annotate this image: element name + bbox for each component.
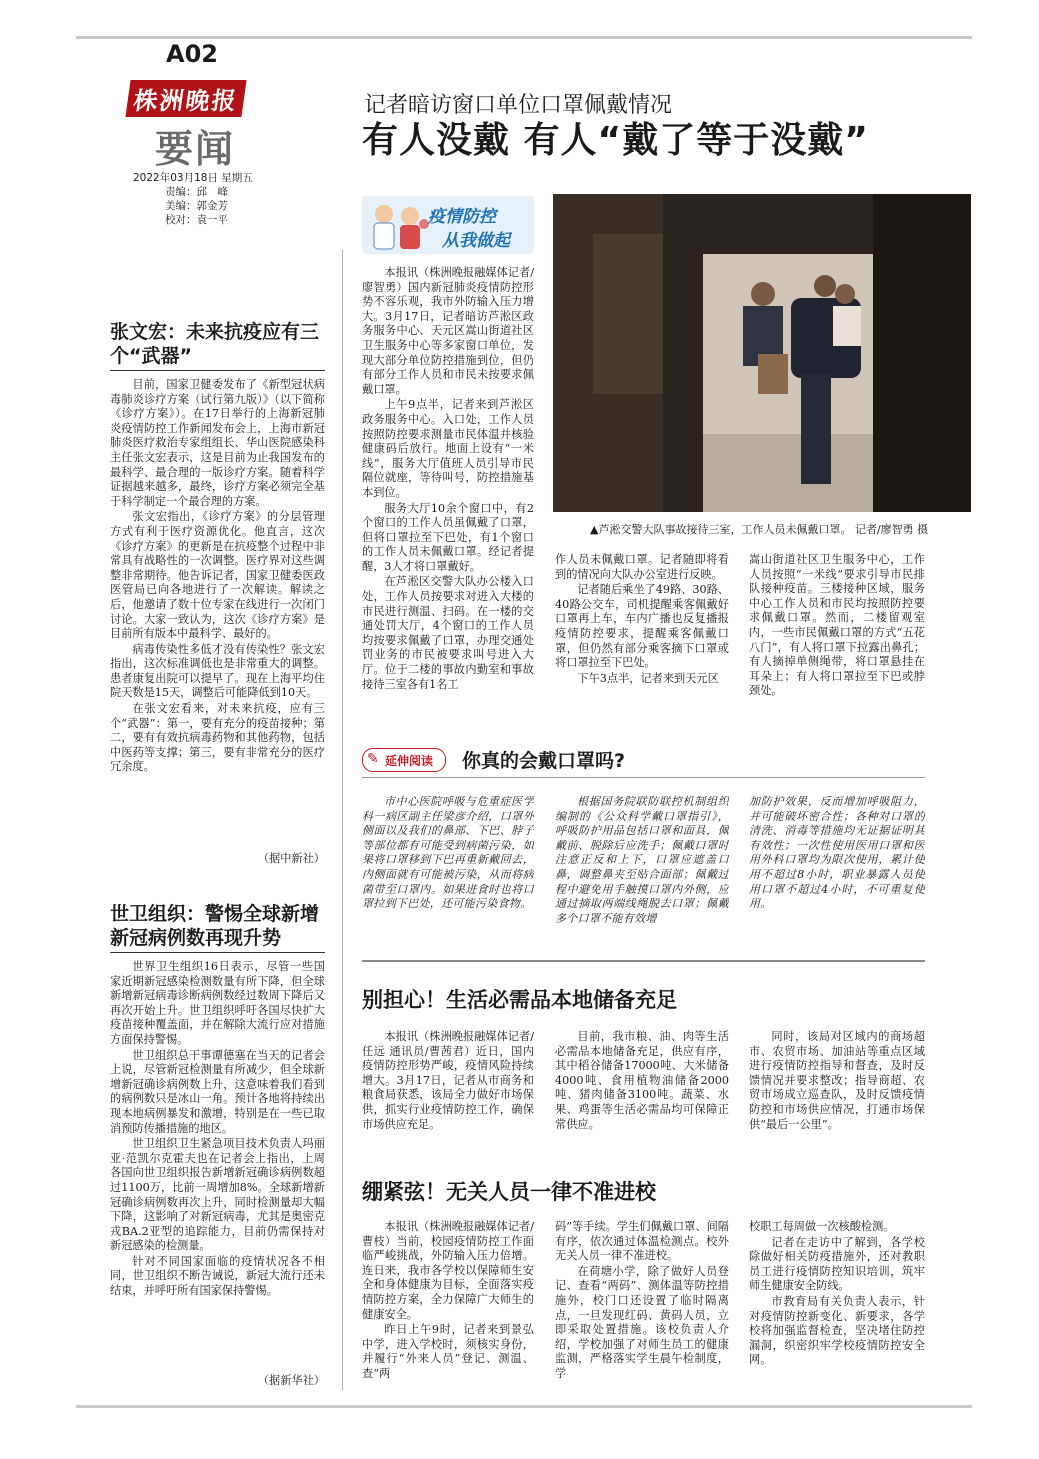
side1-paragraph: 目前，国家卫健委发布了《新型冠状病毒肺炎诊疗方案（试行第九版）》（以下简称《诊疗方案》）。在17日举行的上海新冠肺炎疫情防控工作新闻发布会上，上海市新冠肺炎医疗救治专家组组长、华山医院感染科主任张文宏表示，这是目前为止我国发布的最科学、最合理的一版诊疗方案。随着科学证据越来越多，最终，诊疗方案必须完全基于科学制定一个最合理的方案。 [110, 378, 325, 508]
story3-title: 绷紧弦！无关人员一律不准进校 [362, 1180, 656, 1204]
extended-tag-label: 延伸阅读 [385, 754, 434, 768]
story3-paragraph: 本报讯（株洲晚报融媒体记者/曹枝）当前，校园疫情防控工作面临严峻挑战，外防输入压力倍增。连日来，我市各学校以保障师生安全和身体健康为目标，全面落实疫情防控方案，全力保障广大师生的健康安全。 [362, 1220, 534, 1321]
main-paragraph: 作人员未佩戴口罩。记者随即将看到的情况向大队办公室进行反映。 [555, 553, 729, 581]
page-number: A02 [166, 40, 218, 68]
side2-body [110, 960, 325, 1382]
story3-paragraph: 市教育局有关负责人表示，针对疫情防控新变化、新要求，各学校将加强监督检查，坚决堵住防控漏洞，织密织牢学校疫情防控安全网。 [749, 1294, 925, 1367]
main-paragraph: 记者随后乘坐了49路、30路、40路公交车，司机提醒乘客佩戴好口罩再上车，车内广播也反复播报疫情防控要求，提醒乘客佩戴口罩，但仍然有部分乘客摘下口罩或将口罩拉至下巴处。 [555, 583, 729, 670]
side1-paragraph: 张文宏指出，《诊疗方案》的分层管理方式有利于医疗资源优化。他直言，这次《诊疗方案》的更新是在抗疫整个过程中非常具有战略性的一次调整。医疗界对这些调整非常期待。他告诉记者，国家卫健委医政医管局已向各地进行了一次解读。解读之后，他邀请了数十位专家在线进行一次闭门讨论。大家一致认为，这次《诊疗方案》是目前所有版本中最科学、最好的。 [110, 510, 325, 641]
extended-col3 [749, 795, 925, 945]
extended-col1 [362, 795, 534, 945]
story2-col1 [362, 1030, 534, 1145]
side2-paragraph: 世界卫生组织16日表示，尽管一些国家近期新冠感染检测数量有所下降，但全球新增新冠病毒诊断病例数经过数周下降后又再次开始上升。世卫组织呼吁各国尽快扩大疫苗接种覆盖面，并在解除大流行应对措施方面保持警惕。 [110, 960, 325, 1046]
main-paragraph: 本报讯（株洲晚报融媒体记者/廖智勇）国内新冠肺炎疫情防控形势不容乐观，我市外防输入压力增大。3月17日，记者暗访芦淞区政务服务中心、天元区嵩山街道社区卫生服务中心等多家窗口单位，发现大部分单位防控措施到位，但仍有部分工作人员和市民未按要求佩戴口罩。 [362, 266, 534, 396]
divider-rule [362, 960, 925, 962]
photo-caption: ▲芦淞交警大队事故接待三室，工作人员未佩戴口罩。 记者/廖智勇 摄 [590, 523, 929, 536]
story2-title: 别担心！生活必需品本地储备充足 [362, 988, 677, 1012]
main-paragraph: 在芦淞区交警大队办公楼入口处，工作人员按要求对进入大楼的市民进行测温、扫码。在一楼的交通处罚大厅，4个窗口的工作人员均按要求佩戴了口罩，办理交通处罚业务的市民被要求叫号进入大厅。位于二楼的事故内勤室和事故接待三室各有1名工 [362, 575, 534, 691]
art-editor-credit: 美编：郭金芳 [165, 200, 228, 212]
side2-source: （据新华社） [110, 1372, 325, 1388]
side1-paragraph: 病毒传染性多低才没有传染性？张文宏指出，这次标准调低也是非常重大的调整。患者康复出院可以提早了。现在上海平均住院天数是15天，调整后可能降低到10天。 [110, 642, 325, 700]
extended-paragraph: 市中心医院呼吸与危重症医学科一病区副主任梁彦介绍，口罩外侧面以及我们的鼻部、下巴、脖子等部位都有可能受到病菌污染，如果将口罩移到下巴再重新戴回去，内侧面就有可能被污染，从而将病菌带至口罩内。如果进食时也将口罩拉到下巴处，还可能污染食物。 [362, 795, 534, 911]
story3-paragraph: 记者在走访中了解到，各学校除做好相关防疫措施外，还对教职员工进行疫情防控知识培训，筑牢师生健康安全防线。 [749, 1235, 925, 1293]
extended-paragraph: 加防护效果，反而增加呼吸阻力，并可能破坏密合性；各种对口罩的清洗、消毒等措施均无证据证明其有效性；一次性使用医用口罩和医用外科口罩均为限次使用，累计使用不超过8小时，职业暴露人员使用口罩不超过4小时，不可重复使用。 [749, 795, 925, 911]
main-story-col3 [749, 553, 925, 723]
banner-text-1: 疫情防控 [428, 207, 496, 227]
proofreader-credit: 校对：袁一平 [165, 214, 228, 226]
epidemic-banner [362, 196, 534, 254]
story3-col3 [749, 1220, 925, 1395]
side1-source: （据中新社） [257, 852, 325, 865]
story3-paragraph: 昨日上午9时，记者来到景弘中学，进入学校时，须核实身份，并履行“外来人员”登记、测温、查“两 [362, 1323, 534, 1380]
main-kicker: 记者暗访窗口单位口罩佩戴情况 [364, 93, 673, 118]
banner-text-2: 从我做起 [442, 231, 510, 251]
section-name: 要闻 [155, 126, 236, 171]
main-story-col1 [362, 266, 534, 720]
side1-paragraph: 在张文宏看来，对未来抗疫，应有三个“武器”：第一，要有充分的疫苗接种；第二，要有有效抗病毒药物和其他药物，包括中医药等支撑；第三，要有非常充分的医疗冗余度。 [110, 702, 325, 774]
story3-paragraph: 在荷塘小学，除了做好人员登记、查看“两码”、测体温等防控措施外，校门口还设置了临时隔离点，一旦发现红码、黄码人员，立即采取处置措施。该校负责人介绍，学校加强了对师生员工的健康监测，严格落实学生晨午检制度，学 [555, 1264, 729, 1380]
story2-col2 [555, 1030, 729, 1145]
pen-icon: ✎ [367, 751, 379, 767]
story3-paragraph: 码”等手续。学生们佩戴口罩、间隔有序，依次通过体温检测点。校外无关人员一律不准进校。 [555, 1220, 729, 1263]
extended-title: 你真的会戴口罩吗? [462, 750, 626, 772]
story2-paragraph: 同时，该局对区域内的商场超市、农贸市场、加油站等重点区域进行疫情防控指导和督查，及时反馈情况并要求整改；指导商超、农贸市场成立巡查队，及时反馈疫情防控和市场供应情况，打通市场保供“最后一公里”。 [749, 1030, 925, 1131]
side2-title: 世卫组织：警惕全球新增新冠病例数再现升势 [110, 903, 320, 949]
story3-col1 [362, 1220, 534, 1395]
masthead-logo: 株洲晚报 [125, 80, 246, 117]
news-photo [553, 194, 971, 512]
extended-rule [362, 777, 925, 778]
side1-body [110, 378, 325, 860]
story2-paragraph: 本报讯（株洲晚报融媒体记者/任远 通讯员/曹茜君）近日，国内疫情防控形势严峻，疫情风险持续增大。3月17日，记者从市商务和粮食局获悉，该局全力做好市场保供，抓实行业疫情防控工作，确保市场供应充足。 [362, 1030, 534, 1131]
main-paragraph: 嵩山街道社区卫生服务中心，工作人员按照“一米线”要求引导市民排队接种疫苗。三楼接种区域，服务中心工作人员和市民均按照防控要求佩戴口罩。然而，二楼留观室内，一些市民佩戴口罩的方式“五花八门”，有人将口罩下拉露出鼻孔；有人摘掉单侧绳带，将口罩悬挂在耳朵上；有人将口罩拉至下巴或脖颈处。 [749, 553, 925, 698]
extended-col2 [555, 795, 729, 945]
side1-title: 张文宏：未来抗疫应有三个“武器” [110, 321, 320, 367]
main-headline: 有人没戴 有人“戴了等于没戴” [362, 120, 869, 161]
story2-paragraph: 目前，我市粮、油、肉等生活必需品本地储备充足，供应有序，其中稻谷储备17000吨、大米储备4000吨、食用植物油储备2000吨、猪肉储备3100吨。蔬菜、水果、鸡蛋等生活必需品均可保障正常供应。 [555, 1030, 729, 1131]
story3-paragraph: 校职工每周做一次核酸检测。 [749, 1220, 895, 1233]
side1-rule [110, 370, 325, 371]
side2-paragraph: 针对不同国家面临的疫情状况各不相同，世卫组织不断告诫说，新冠大流行还未结束，并呼吁所有国家保持警惕。 [110, 1254, 325, 1298]
extended-tag [362, 748, 446, 772]
main-paragraph: 服务大厅10余个窗口中，有2个窗口的工作人员虽佩戴了口罩，但将口罩拉至下巴处，有1个窗口的工作人员未佩戴口罩。经记者提醒，3人才将口罩戴好。 [362, 501, 534, 573]
medical-staff-icon [364, 196, 434, 254]
bottom-rule [76, 1405, 972, 1408]
editor-credit: 责编：邱 峰 [165, 186, 228, 198]
main-paragraph: 上午9点半，记者来到芦淞区政务服务中心。入口处，工作人员按照防控要求测量市民体温并核验健康码后放行。地面上设有“一米线”，服务大厅值班人员引导市民隔位就座，等待叫号，防控措施基本到位。 [362, 398, 534, 499]
story3-col2 [555, 1220, 729, 1395]
main-story-col2 [555, 553, 729, 723]
extended-paragraph: 根据国务院联防联控机制组织编制的《公众科学戴口罩指引》，呼吸防护用品包括口罩和面具，佩戴前、脱除后应洗手；佩戴口罩时注意正反和上下，口罩应遮盖口鼻，调整鼻夹至贴合面部；佩戴过程中避免用手触摸口罩内外侧，应通过摘取两端线绳脱去口罩；佩戴多个口罩不能有效增 [555, 795, 729, 925]
sidebar-divider [342, 250, 343, 1390]
side2-paragraph: 世卫组织总干事谭德塞在当天的记者会上说，尽管新冠检测量有所减少，但全球新增新冠确诊病例数上升，这意味着我们看到的病例数只是冰山一角。预计各地将持续出现本地病例暴发和激增，特别是在一些已取消预防传播措施的地区。 [110, 1048, 325, 1135]
office-scene-image [553, 194, 971, 512]
story2-col3 [749, 1030, 925, 1145]
side2-paragraph: 世卫组织卫生紧急项目技术负责人玛丽亚·范凯尔克霍夫也在记者会上指出，上周各国向世卫组织报告新增新冠确诊病例数超过1100万，比前一周增加8%。全球新增新冠确诊病例数再次上升，同时检测量却大幅下降，这影响了对新冠病毒，尤其是奥密克戎BA.2亚型的追踪能力，目前仍需保持对新冠感染的检测量。 [110, 1137, 325, 1253]
main-paragraph: 下午3点半，记者来到天元区 [577, 671, 719, 685]
top-rule [76, 36, 972, 39]
issue-date: 2022年03月18日 星期五 [133, 172, 253, 184]
side2-rule [110, 952, 325, 953]
